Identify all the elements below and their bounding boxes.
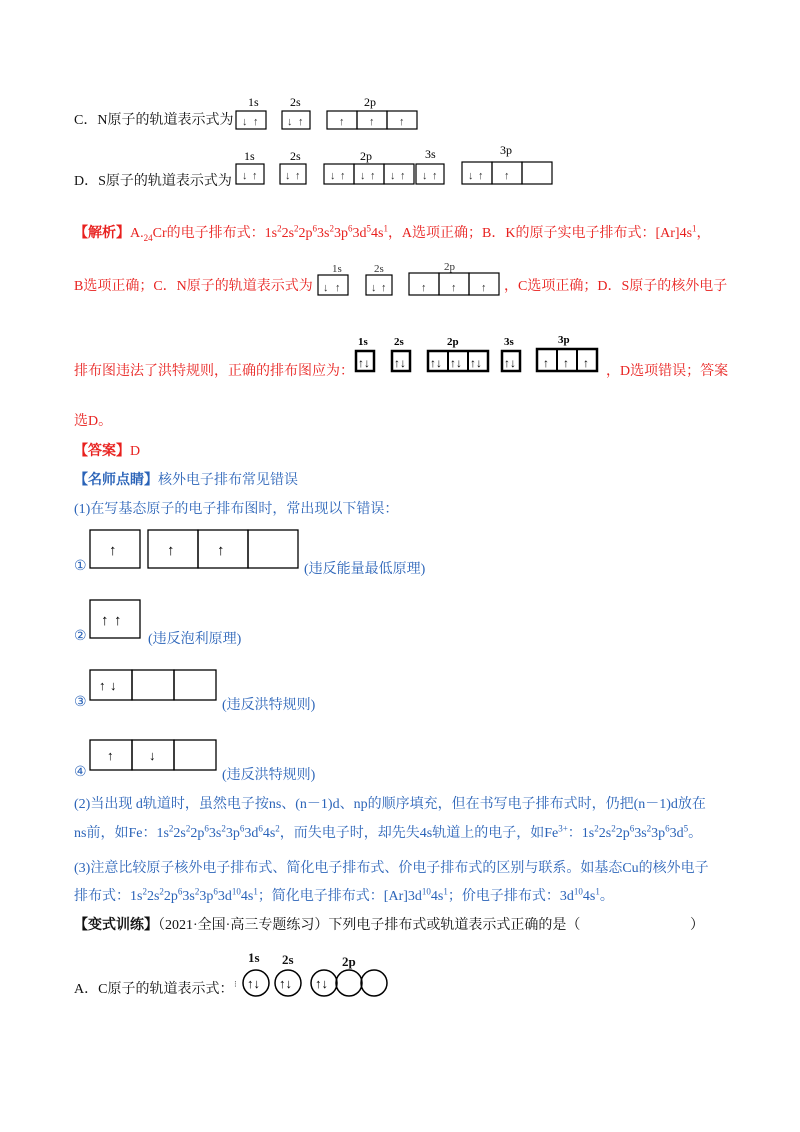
orbital-label-2s: 2s <box>290 95 301 109</box>
svg-text:↑↓: ↑↓ <box>450 356 462 370</box>
analysis-line-3-a: 排布图违法了洪特规则，正确的排布图应为： <box>74 364 354 379</box>
orbital-label-1s: 1s <box>332 263 342 275</box>
analysis-line-2-b: ，C选项正确；D．S原子的核外电子 <box>504 279 728 294</box>
orbital-label-1s: 1s <box>248 95 259 109</box>
analysis-line-1: 【解析】$A._{24}Cr$的电子排布式：$1s^22s^22p^63s^23p^63d^54s^1$，A选项正确；B．K的原子实电子排布式：$[Ar]4s^1$， <box>74 223 711 243</box>
svg-text:↑: ↑ <box>217 543 225 559</box>
orbital-label-2s: 2s <box>374 263 384 275</box>
svg-text:↑: ↑ <box>563 356 569 370</box>
error-4-diagram <box>88 738 220 774</box>
svg-text:↑↓: ↑↓ <box>358 356 370 370</box>
tip-p2-line-1: (2)当出现 d轨道时，虽然电子按ns、(n－1)d、np的顺序填充，但在书写电子排布式时，仍把(n－1)d放在 <box>74 797 706 812</box>
analysis-n-orbital-diagram <box>314 259 502 299</box>
error-4-number: ④ <box>74 765 87 780</box>
error-4-note: (违反洪特规则) <box>222 768 316 783</box>
svg-text:↑↓: ↑↓ <box>504 356 516 370</box>
orbital-label-2p: 2p <box>364 95 376 109</box>
answer: 【答案】D <box>74 444 141 459</box>
svg-text:↓: ↓ <box>242 170 248 182</box>
orbital-label-2p: 2p <box>360 149 372 163</box>
svg-text:↑: ↑ <box>478 170 484 182</box>
svg-text:↓: ↓ <box>323 282 329 294</box>
svg-text:2s: 2s <box>394 336 404 348</box>
analysis-line-3-b: ，D选项错误；答案 <box>606 364 729 379</box>
error-2-number: ② <box>74 629 87 644</box>
svg-text:⁝: ⁝ <box>234 979 237 989</box>
error-3-diagram <box>88 668 220 704</box>
orbital-label-2p: 2p <box>444 261 455 273</box>
svg-text:↓: ↓ <box>110 678 117 693</box>
svg-text:↓: ↓ <box>360 170 366 182</box>
svg-text:↓: ↓ <box>287 116 293 128</box>
exercise-heading: 【变式训练】（2021·全国·高三专题练习）下列电子排布式或轨道表示式正确的是（ <box>74 918 581 933</box>
exercise-option-a: A．C原子的轨道表示式： <box>74 982 234 997</box>
orbital-label-2p: 2p <box>342 954 356 969</box>
svg-text:↑: ↑ <box>114 613 122 629</box>
tip-p1: (1)在写基态原子的电子排布图时，常出现以下错误： <box>74 502 399 517</box>
error-3-number: ③ <box>74 695 87 710</box>
option-d-orbital-diagram <box>232 146 562 192</box>
svg-text:↑↓: ↑↓ <box>470 356 482 370</box>
svg-text:↑: ↑ <box>295 170 301 182</box>
orbital-label-1s: 1s <box>244 149 255 163</box>
svg-text:↓: ↓ <box>330 170 336 182</box>
svg-text:↑: ↑ <box>339 116 345 128</box>
svg-text:↑: ↑ <box>370 170 376 182</box>
orbital-label-3p: 3p <box>500 146 512 157</box>
svg-text:↑: ↑ <box>421 282 427 294</box>
svg-text:↓: ↓ <box>149 748 156 763</box>
svg-text:↑↓: ↑↓ <box>279 976 292 991</box>
error-1-number: ① <box>74 559 87 574</box>
error-3-note: (违反洪特规则) <box>222 698 316 713</box>
tip-p2-line-2: ns前，如Fe：$1s^22s^22p^63s^23p^63d^64s^2$，而失电子时，却先失4s轨道上的电子，如$Fe^{3+}$：$1s^22s^22p^63s^23p^63d^5$。 <box>74 823 703 841</box>
svg-text:↑: ↑ <box>252 170 258 182</box>
orbital-label-2s: 2s <box>282 952 294 967</box>
error-2-note: (违反泡利原理) <box>148 632 242 647</box>
svg-text:↑: ↑ <box>381 282 387 294</box>
exercise-paren-close: ） <box>690 918 704 933</box>
svg-text:↑↓: ↑↓ <box>430 356 442 370</box>
svg-text:↓: ↓ <box>371 282 377 294</box>
svg-text:3p: 3p <box>558 334 570 346</box>
orbital-label-3s: 3s <box>425 147 436 161</box>
correct-s-orbital-diagram <box>352 334 604 380</box>
svg-text:↓: ↓ <box>242 116 248 128</box>
svg-text:↑: ↑ <box>481 282 487 294</box>
svg-text:↓: ↓ <box>468 170 474 182</box>
orbital-label-2s: 2s <box>290 149 301 163</box>
svg-text:↑: ↑ <box>109 543 117 559</box>
svg-text:↑: ↑ <box>400 170 406 182</box>
tip-p3-line-1: (3)注意比较原子核外电子排布式、简化电子排布式、价电子排布式的区别与联系。如基态Cu的核外电子 <box>74 861 709 876</box>
svg-text:↑: ↑ <box>399 116 405 128</box>
analysis-line-2-a: B选项正确；C．N原子的轨道表示式为 <box>74 279 313 294</box>
exercise-a-orbital-diagram <box>232 950 388 1000</box>
svg-text:↑: ↑ <box>253 116 259 128</box>
svg-text:↑↓: ↑↓ <box>247 976 260 991</box>
svg-text:↑: ↑ <box>101 613 109 629</box>
svg-text:↑: ↑ <box>99 678 106 693</box>
tip-heading: 【名师点睛】核外电子排布常见错误 <box>74 473 298 488</box>
svg-text:3s: 3s <box>504 336 514 348</box>
svg-text:↑: ↑ <box>335 282 341 294</box>
electron-config: $1s^22s^22p^63s^23p^63d^54s^1$ <box>264 223 388 241</box>
svg-text:↑: ↑ <box>583 356 589 370</box>
tip-p3-line-2: 排布式：$1s^22s^22p^63s^23p^63d^{10}4s^1$；简化电子排布式：$[Ar]3d^{10}4s^1$；价电子排布式：$3d^{10}4s^1$。 <box>74 886 614 904</box>
error-2-diagram <box>88 598 144 642</box>
svg-text:↑: ↑ <box>432 170 438 182</box>
svg-text:↑: ↑ <box>543 356 549 370</box>
svg-text:↑: ↑ <box>107 748 114 763</box>
svg-text:↑: ↑ <box>451 282 457 294</box>
svg-text:↑: ↑ <box>340 170 346 182</box>
option-c-orbital-diagram <box>232 94 422 134</box>
option-d-text: D．S原子的轨道表示式为 <box>74 174 232 189</box>
option-c-text: C．N原子的轨道表示式为 <box>74 113 234 128</box>
svg-text:↑: ↑ <box>167 543 175 559</box>
svg-text:↑: ↑ <box>298 116 304 128</box>
error-1-note: (违反能量最低原理) <box>304 562 426 577</box>
svg-text:↓: ↓ <box>390 170 396 182</box>
svg-text:↑↓: ↑↓ <box>394 356 406 370</box>
svg-text:↑↓: ↑↓ <box>315 976 328 991</box>
svg-text:↑: ↑ <box>504 170 510 182</box>
svg-text:2p: 2p <box>447 336 459 348</box>
svg-text:1s: 1s <box>358 336 368 348</box>
svg-text:↓: ↓ <box>422 170 428 182</box>
error-1-diagram <box>88 528 303 572</box>
svg-text:↑: ↑ <box>369 116 375 128</box>
analysis-line-4: 选D。 <box>74 414 113 429</box>
svg-text:↓: ↓ <box>285 170 291 182</box>
orbital-label-1s: 1s <box>248 950 260 965</box>
